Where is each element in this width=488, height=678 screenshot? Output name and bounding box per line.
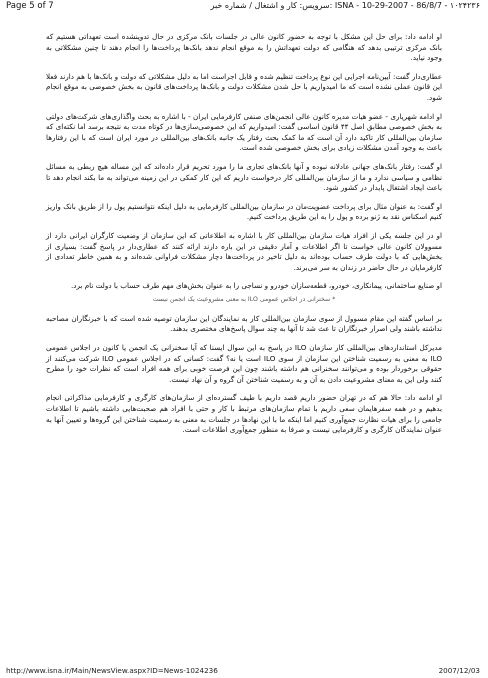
footer-date: 2007/12/03 <box>438 666 480 675</box>
paragraph-5: او گفت: به عنوان مثال برای پرداخت عضویت‌مان در سازمان بین‌المللی کارفرمایی به دلیل اینکه نتوانستیم پول را از طریق بانک واریز کنیم اسکناس نقد به ژنو برده و پول را به این طریق پرداخت کنیم. <box>46 201 442 222</box>
paragraph-7: او صنایع ساختمانی، پیمانکاری، خودرو، قطعه‌سازان خودرو و نساجی را به عنوان بخش‌های مهم طرف حساب با دولت نام برد. <box>70 281 442 291</box>
paragraph-6: او در این جلسه یکی از افراد هیات سازمان بین‌المللی کار با اشاره به اطلاعاتی که این سازمان از وضعیت کارگران ایرانی دارد از مسوولان کانون عالی خواست تا اگر اطلاعات و آمار دقیقی در این باره دارند ارائه کنند که عطاری‌دار در پاسخ گفت: بسیاری از بخش‌هایی که با دولت طرف حساب بوده‌اند به دلیل تاخیر در پرداخت‌ها دچار مشکلات فراوانی شده‌اند و به همین خاطر تعدادی از کارفرمایان در حال حاضر در زندان به سر می‌برند. <box>46 230 442 272</box>
paragraph-3: او ادامه شهریاری - عضو هیات مدیره کانون عالی انجمن‌های صنفی کارفرمایی ایران - با اشاره به بحث واگذاری‌های شرکت‌های دولتی به بخش خصوصی مطابق اصل ۴۴ قانون اساسی گفت: امیدواریم که این خصوصی‌سازی‌ها در کوتاه مدت به نتیجه برسد اما نکته‌ای که سازمان بین‌المللی کار تاکید دارد آن است که ما کمک بحث رفتار یک جانبه بانک‌های بین‌المللی در مورد ایران است که با این رفتارها باعث به وجود آمدن مشکلات زیادی برای بخش خصوصی شده است. <box>46 111 442 153</box>
page-number: Page 5 of 7 <box>6 1 54 11</box>
paragraph-1: او ادامه داد: برای حل این مشکل با توجه به حضور کانون عالی در جلسات بانک مرکزی در حال تدوینشده‌ است تعهداتی هستیم که بانک مرکزی ترتیبی بدهد که هنگامی که دولت تعهداتش را به موقع انجام ندهد بانک‌ها پرداخت‌ها را انجام دهند تا چنین مشکلاتی به وجود نیاید. <box>46 32 442 63</box>
subheading-caption: * سخنرانی در اجلاس عمومی ILO به معنی مشروعیت یک انجمن نیست <box>152 295 336 303</box>
article-body <box>46 32 442 652</box>
news-source-line: ISNA - 10-29-2007 - 86/8/7 - ۱۰۲۴۲۳۶ :سرویس: کار و اشتغال / شماره خبر <box>210 1 480 10</box>
paragraph-4: او گفت: رفتار بانک‌های جهانی عادلانه نبوده و آنها بانک‌های تجاری ما را مورد تحریم قرار داده‌اند که این مساله هیچ ربطی به مسائل نظامی و سیاسی ندارد و ما از سازمان بین‌المللی کار درخواست داریم که این کار کمکی در این زمینه می‌تواند به ما بکند انجام دهد تا باعث ایجاد اشتغال پایدار در کشور شود. <box>46 161 442 193</box>
paragraph-2: عطاری‌دار گفت: آیین‌نامه اجرایی این نوع پرداخت تنظیم شده و قابل اجراست اما به دلیل مشکلاتی که دولت و بانک‌ها با هم دارند فعلا این قانون عملی نشده است که ما امیدواریم با حل شدن مشکلات دولت و بانک‌ها پرداخت‌های قانون به بخش خصوصی به موقع انجام شود. <box>46 71 442 102</box>
paragraph-10: او ادامه داد: حالا هم که در تهران حضور داریم قصد داریم با طیف گسترده‌ای از سازمان‌های کارگری و کارفرمایی مذاکراتی انجام بدهیم و در همه سفرهایمان سعی داریم با تمام سازمان‌های مرتبط با کار و حتی با افراد هم صحبت‌هایی داشته باشیم تا اطلاعات جامعی را برای هیات نظارت جمع‌آوری کنیم اما اینکه ما با این نهادها در جلسات به معنی به رسمیت شناختن این گروه‌ها و تعیین آنها به عنوان نمایندگان کارگری و کارفرمایی نیست و صرفا به منظور جمع‌آوری اطلاعات است. <box>46 393 442 435</box>
paragraph-9: مدیرکل استانداردهای بین‌المللی کار سازمان ILO در پاسخ به این سوال ایسنا که آیا سخنرانی یک انجمن یا کانون در اجلاس عمومی ILO به معنی به رسمیت شناختن این سازمان از سوی ILO است یا نه؟ گفت: کسانی که در اجلاس عمومی ILO شرکت می‌کنند از حقوقی برخوردار بوده و می‌توانند سخنرانی هم داشته باشند چون این فرصت خوبی برای همه افراد است که نظرات خود را مطرح کنند ولی این به معنای مشروعیت دادن به آن و به رسمیت شناختن آن گروه و آن نهاد نیست. <box>46 343 442 384</box>
paragraph-8: بر اساس گفته این مقام مسوول از سوی سازمان بین‌المللی کار به نمایندگان این سازمان توصیه شده است که با خبرنگاران مصاحبه نداشته باشند ولی اصرار خبرنگاران تا عث شد تا آنها به چند سوال پاسخ‌های مختصری بدهند. <box>46 313 442 334</box>
footer-url: http://www.isna.ir/Main/NewsView.aspx?ID=News-1024236 <box>6 666 218 675</box>
